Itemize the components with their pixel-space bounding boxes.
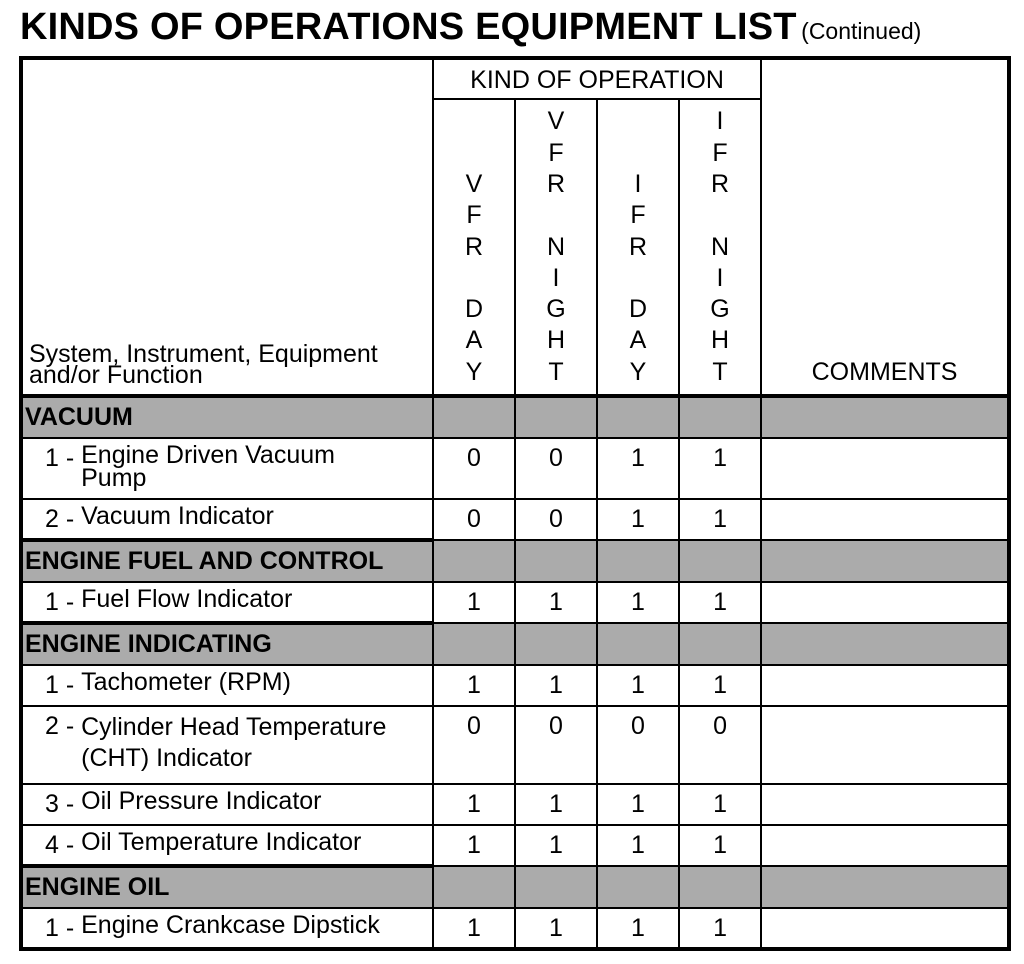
item-number: 2 -: [45, 505, 82, 533]
system-column-header: System, Instrument, Equipment and/or Function: [21, 58, 433, 396]
table-row: [21, 499, 1009, 540]
section-blank-cell: [597, 396, 679, 438]
value-cell-ifr-day: 1: [597, 499, 679, 540]
value-cell-ifr-night: 1: [679, 908, 761, 949]
section-blank-cell: [433, 396, 515, 438]
section-heading: ENGINE OIL: [21, 866, 433, 908]
value-cell-ifr-day: 1: [597, 825, 679, 866]
table-row: [21, 706, 1009, 784]
section-blank-cell: [597, 623, 679, 665]
section-heading: ENGINE INDICATING: [21, 623, 433, 665]
value-cell-ifr-night: 1: [679, 438, 761, 499]
equipment-label-cell: [21, 706, 433, 784]
value-cell-ifr-day: 1: [597, 665, 679, 706]
value-cell-vfr-night: 0: [515, 499, 597, 540]
value-cell-vfr-day: 0: [433, 438, 515, 499]
value-cell-vfr-night: 1: [515, 665, 597, 706]
kind-of-operation-header: KIND OF OPERATION: [433, 58, 761, 99]
equipment-label-cell: [21, 784, 433, 825]
equipment-label-cell: [21, 665, 433, 706]
column-header-ifr-day: I F R D A Y: [597, 99, 679, 396]
comments-cell: [761, 784, 1009, 825]
equipment-label-cell: [21, 908, 433, 949]
comments-cell: [761, 582, 1009, 623]
value-cell-ifr-night: 1: [679, 499, 761, 540]
section-row: [21, 623, 1009, 665]
value-cell-ifr-day: 1: [597, 784, 679, 825]
page-title: [20, 6, 921, 49]
table-row: [21, 665, 1009, 706]
item-number: 1 -: [45, 671, 82, 699]
section-heading: VACUUM: [21, 396, 433, 438]
section-blank-cell: [433, 623, 515, 665]
section-blank-cell: [515, 540, 597, 582]
column-header-vfr-day: V F R D A Y: [433, 99, 515, 396]
table-row: [21, 908, 1009, 949]
item-number: 1 -: [45, 913, 82, 942]
item-number: 1 -: [45, 588, 82, 616]
section-blank-cell: [761, 623, 1009, 665]
section-blank-cell: [679, 866, 761, 908]
value-cell-ifr-day: 0: [597, 706, 679, 784]
section-blank-cell: [761, 540, 1009, 582]
comments-column-header: COMMENTS: [761, 58, 1009, 396]
item-number: 4 -: [45, 830, 82, 859]
comments-cell: [761, 438, 1009, 499]
item-number: 2 -: [45, 712, 82, 740]
comments-cell: [761, 499, 1009, 540]
value-cell-ifr-night: 1: [679, 665, 761, 706]
table-header: [21, 58, 1009, 396]
table-row: [21, 438, 1009, 499]
section-row: [21, 396, 1009, 438]
section-blank-cell: [679, 623, 761, 665]
page-title-main: KINDS OF OPERATIONS EQUIPMENT LIST: [20, 6, 797, 48]
value-cell-vfr-day: 1: [433, 825, 515, 866]
equipment-list-table: [19, 56, 1011, 951]
section-blank-cell: [433, 540, 515, 582]
section-blank-cell: [679, 396, 761, 438]
value-cell-ifr-night: 1: [679, 825, 761, 866]
value-cell-vfr-day: 1: [433, 784, 515, 825]
section-blank-cell: [597, 866, 679, 908]
value-cell-vfr-day: 0: [433, 499, 515, 540]
section-blank-cell: [597, 540, 679, 582]
column-header-ifr-night: I F R N I G H T: [679, 99, 761, 396]
item-label: Tachometer (RPM): [81, 668, 291, 696]
column-header-vfr-night: V F R N I G H T: [515, 99, 597, 396]
table-body: [21, 396, 1009, 949]
section-row: [21, 540, 1009, 582]
value-cell-vfr-night: 0: [515, 706, 597, 784]
equipment-label-cell: [21, 825, 433, 866]
item-label: Engine Crankcase Dipstick: [81, 910, 380, 939]
value-cell-vfr-day: 1: [433, 908, 515, 949]
table-row: [21, 582, 1009, 623]
comments-cell: [761, 908, 1009, 949]
item-label: Fuel Flow Indicator: [81, 585, 293, 613]
comments-cell: [761, 825, 1009, 866]
section-row: [21, 866, 1009, 908]
value-cell-ifr-day: 1: [597, 582, 679, 623]
item-label: Vacuum Indicator: [81, 502, 274, 530]
item-number: 1 -: [45, 444, 82, 472]
section-blank-cell: [515, 623, 597, 665]
value-cell-vfr-night: 1: [515, 784, 597, 825]
comments-cell: [761, 706, 1009, 784]
section-blank-cell: [433, 866, 515, 908]
comments-cell: [761, 665, 1009, 706]
section-blank-cell: [515, 866, 597, 908]
value-cell-vfr-night: 1: [515, 582, 597, 623]
section-blank-cell: [761, 396, 1009, 438]
value-cell-ifr-night: 1: [679, 582, 761, 623]
value-cell-vfr-day: 0: [433, 706, 515, 784]
value-cell-vfr-night: 1: [515, 908, 597, 949]
item-label: Cylinder Head Temperature (CHT) Indicator: [81, 713, 387, 773]
value-cell-ifr-night: 1: [679, 784, 761, 825]
section-blank-cell: [515, 396, 597, 438]
item-label: Engine Driven Vacuum Pump: [81, 441, 335, 492]
table-row: [21, 784, 1009, 825]
value-cell-vfr-day: 1: [433, 665, 515, 706]
item-label: Oil Pressure Indicator: [81, 786, 322, 815]
page-title-continued: (Continued): [801, 18, 922, 44]
equipment-label-cell: [21, 582, 433, 623]
value-cell-ifr-night: 0: [679, 706, 761, 784]
item-number: 3 -: [45, 789, 82, 818]
value-cell-vfr-night: 0: [515, 438, 597, 499]
value-cell-vfr-day: 1: [433, 582, 515, 623]
table-row: [21, 825, 1009, 866]
item-label: Oil Temperature Indicator: [81, 827, 362, 856]
section-blank-cell: [761, 866, 1009, 908]
value-cell-vfr-night: 1: [515, 825, 597, 866]
section-heading: ENGINE FUEL AND CONTROL: [21, 540, 433, 582]
value-cell-ifr-day: 1: [597, 908, 679, 949]
equipment-label-cell: [21, 499, 433, 540]
equipment-label-cell: [21, 438, 433, 499]
section-blank-cell: [679, 540, 761, 582]
value-cell-ifr-day: 1: [597, 438, 679, 499]
